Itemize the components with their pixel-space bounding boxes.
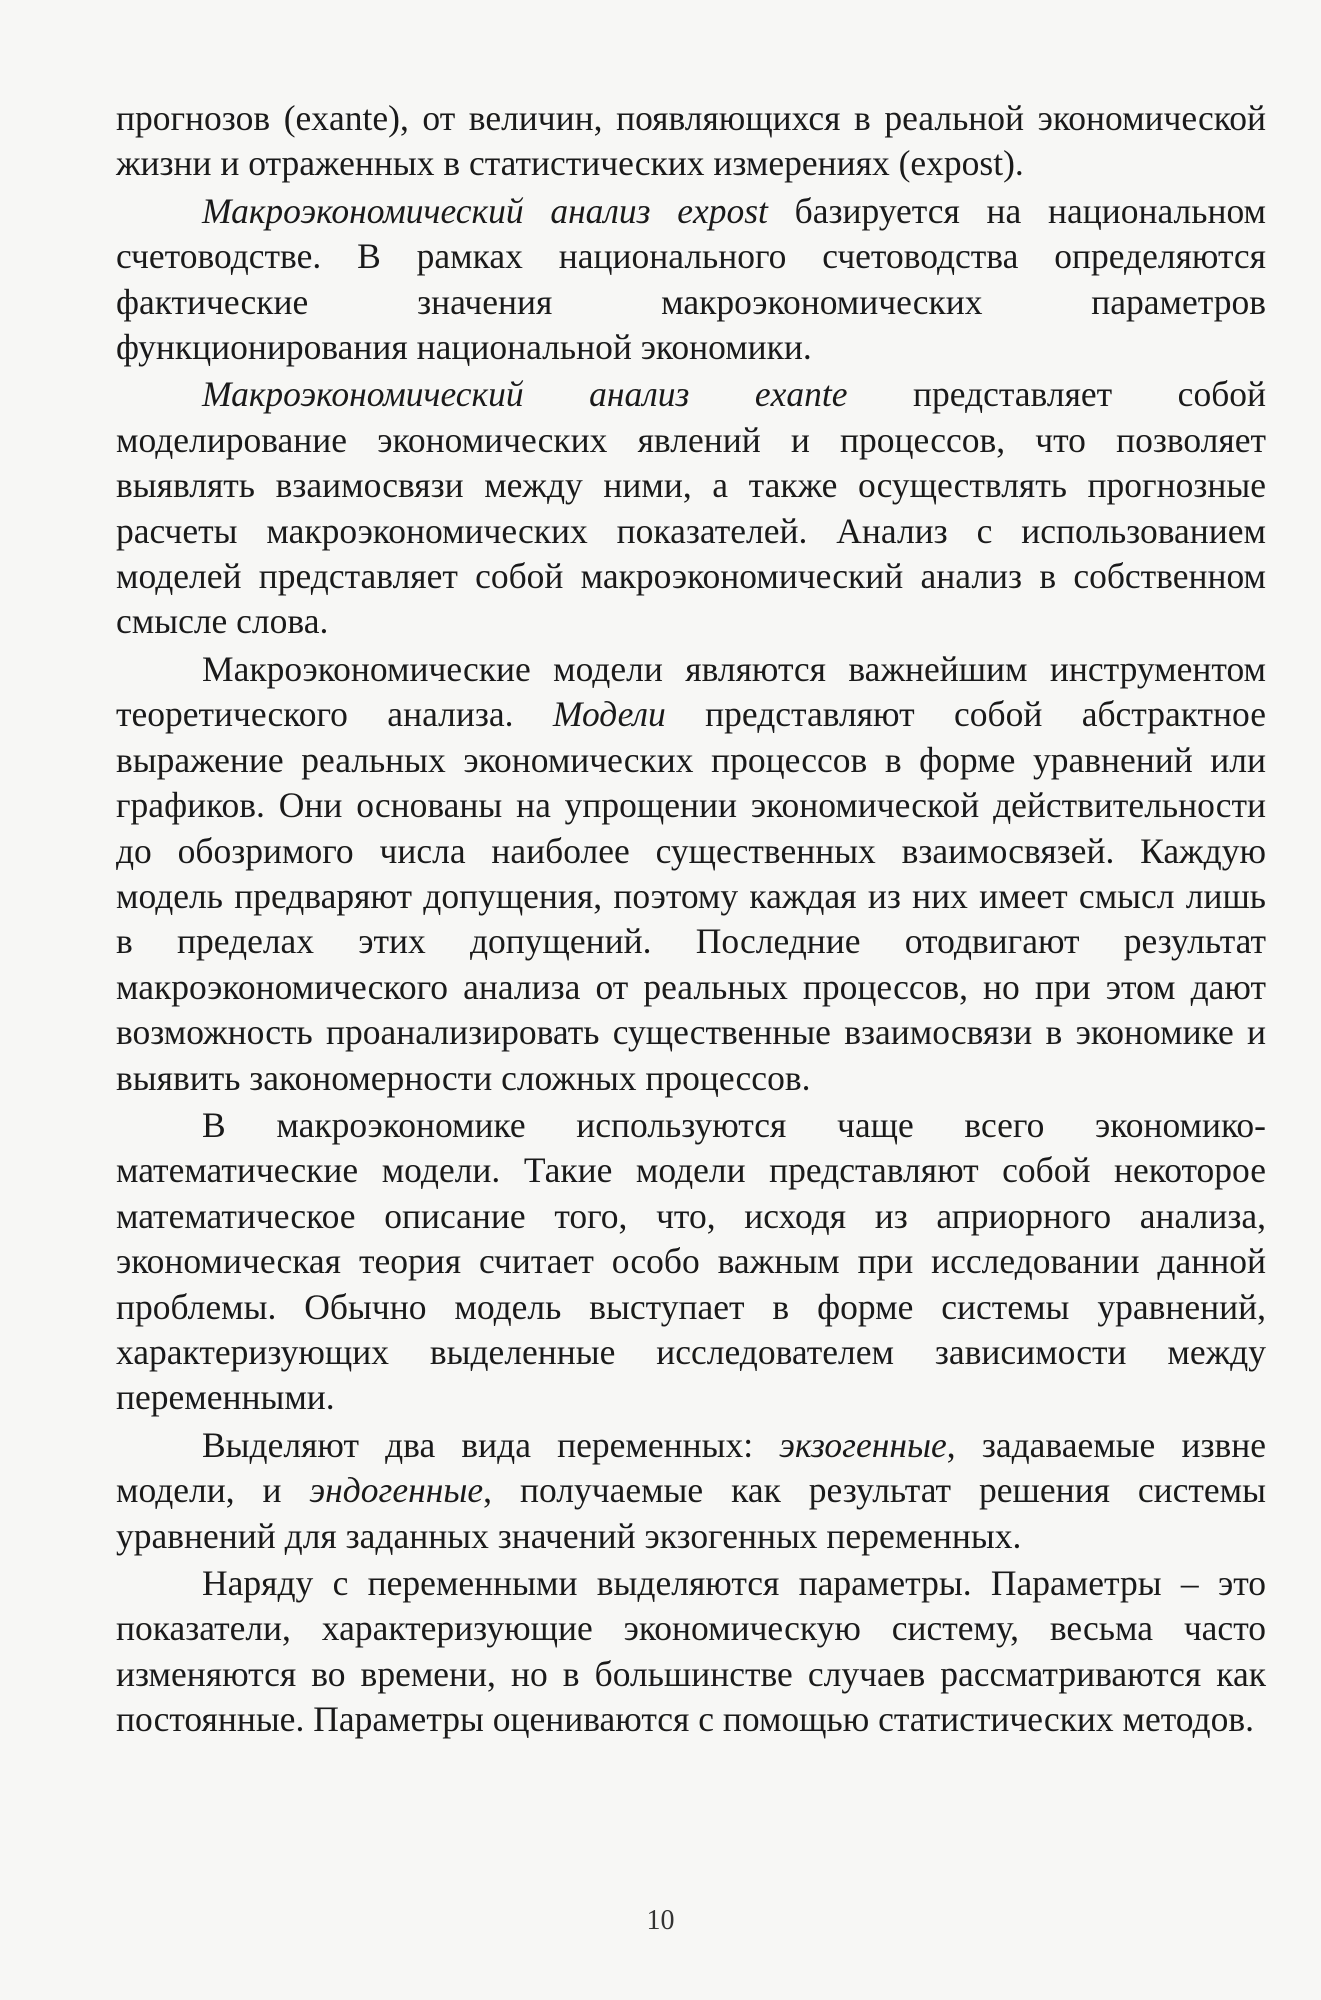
paragraph-6	[116, 1561, 1266, 1743]
text-run: Выделяют два вида переменных:	[202, 1424, 780, 1465]
paragraph-4	[116, 1103, 1266, 1421]
text-run: Наряду с переменными выделяются параметры. Параметры – это показатели, характеризующие экономическую систему, весьма часто изменяются во времени, но в большинстве случаев рассматриваются как постоянные. Параметры оцениваются с помощью статистических методов.	[116, 1563, 1266, 1740]
text-run: представляет собой моделирование экономических явлений и процессов, что позволяет выявлять взаимосвязи между ними, а также осуществлять прогнозные расчеты макроэкономических показателей. Анализ с использованием моделей представляет собой макроэкономический анализ в собственном смысле слова.	[116, 374, 1266, 642]
page-number: 10	[646, 1905, 675, 1936]
text-run: прогнозов (exante), от величин, появляющихся в реальной экономической жизни и отраженных в статистических измерениях (expost).	[116, 98, 1266, 184]
text-run: В макроэкономике используются чаще всего экономико-математические модели. Такие модели представляют собой некоторое математическое описание того, что, исходя из априорного анализа, экономическая теория считает особо важным при исследовании данной проблемы. Обычно модель выступает в форме системы уравнений, характеризующих выделенные исследователем зависимости между переменными.	[116, 1104, 1266, 1418]
text-run: базируется на национальном счетоводстве. В рамках национального счетоводства определяются фактические значения макроэкономических параметров функционирования национальной экономики.	[116, 190, 1266, 368]
italic-term: Модели	[552, 694, 666, 735]
italic-term: экзогенные	[779, 1424, 947, 1465]
paragraph-0	[116, 96, 1266, 187]
text-run: Макроэкономические модели являются важнейшим инструментом теоретического анализа.	[116, 648, 1266, 735]
text-run: , получаемые как результат решения системы уравнений для заданных значений экзогенных переменных.	[116, 1470, 1266, 1556]
text-run: , задаваемые извне модели, и	[116, 1424, 1266, 1511]
italic-term: Макроэкономический анализ exante	[202, 374, 848, 415]
page-body	[116, 96, 1266, 1743]
paragraph-1	[116, 189, 1266, 371]
italic-term: эндогенные	[309, 1470, 484, 1511]
italic-term: Макроэкономический анализ expost	[202, 190, 768, 231]
paragraph-2	[116, 372, 1266, 644]
paragraph-3	[116, 647, 1266, 1101]
text-run: представляют собой абстрактное выражение реальных экономических процессов в форме уравнений или графиков. Они основаны на упрощении экономической действительности до обозримого числа наиболее существенных взаимосвязей. Каждую модель предваряют допущения, поэтому каждая из них имеет смысл лишь в пределах этих допущений. Последние отодвигают результат макроэкономического анализа от реальных процессов, но при этом дают возможность проанализировать существенные взаимосвязи в экономике и выявить закономерности сложных процессов.	[116, 694, 1266, 1098]
paragraph-5	[116, 1423, 1266, 1559]
